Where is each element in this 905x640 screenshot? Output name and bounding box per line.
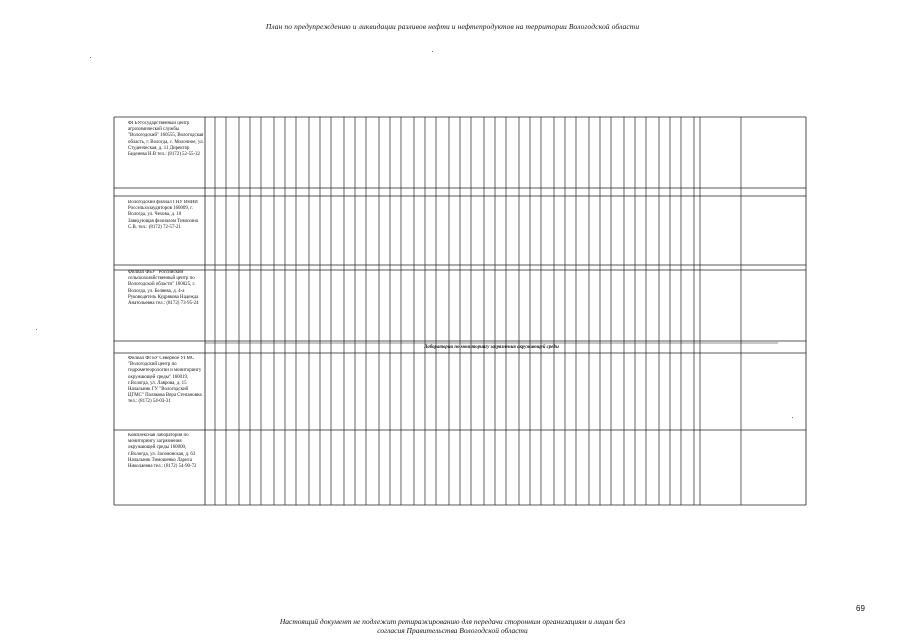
scan-speck xyxy=(432,51,433,52)
footer-line-1: Настоящий документ не подлежит ретиражированию для передачи сторонним организациям и лицам без xyxy=(279,617,626,626)
page-number: 69 xyxy=(856,604,865,613)
table-row: Комплексная лаборатория по мониторингу загрязнения окружающей среды 160000, г.Вологда, ул. Засомовская, д. 63 Начальник Тимошенко Лариса Николаевна тел.: (8172) 54-90-72 xyxy=(128,433,197,470)
scan-speck xyxy=(36,329,37,330)
scan-speck xyxy=(90,57,91,58)
table-row: Вологодский филиал ГНУ ВНИИ Россельхозаудиторов 160009, г. Вологда, ул. Чехова, д. 10 Заведующая филиалом Тимохина С.В. тел.: (8172) 72-57-21 xyxy=(128,200,198,230)
section-banner: Лаборатории по мониторингу загрязнения окружающей среды xyxy=(424,345,559,350)
table-row: Филиал ФБУ "Российский сельскохозяйственный центр по Вологодской области" 160025, г. Вологда, ул. Беляева, д. 4-а Руководитель Кудрякова Надежда Анатольевна тел.: (8172) 73-95-24 xyxy=(128,270,199,307)
footer-line-2: согласия Правительства Вологодской области xyxy=(377,626,528,635)
table-row: ФГБУгосударственный центр агрохимической службы "Вологодский" 160555, Вологодская область, г. Вологда, с. Молочное, ул. Студенческая, д. 11 Директор Беденева Н.В тел.: (8172) 52-55-32 xyxy=(128,121,204,158)
scan-speck xyxy=(792,417,793,418)
page-header: План по предупреждению и ликвидации разливов нефти и нефтепродуктов на территории Вологодской области xyxy=(265,22,640,31)
table-row: Филиал ФГБУ Северное УГМС "Вологодский центр по гидрометеорологии и мониторингу окружающей среды" 160019, г.Вологда, ул. Лаврова, д. 15 Начальник ГУ "Вологодский ЦГМС" Полякова Вера Степановна тел.: (8172) 54-03-31 xyxy=(128,356,202,405)
